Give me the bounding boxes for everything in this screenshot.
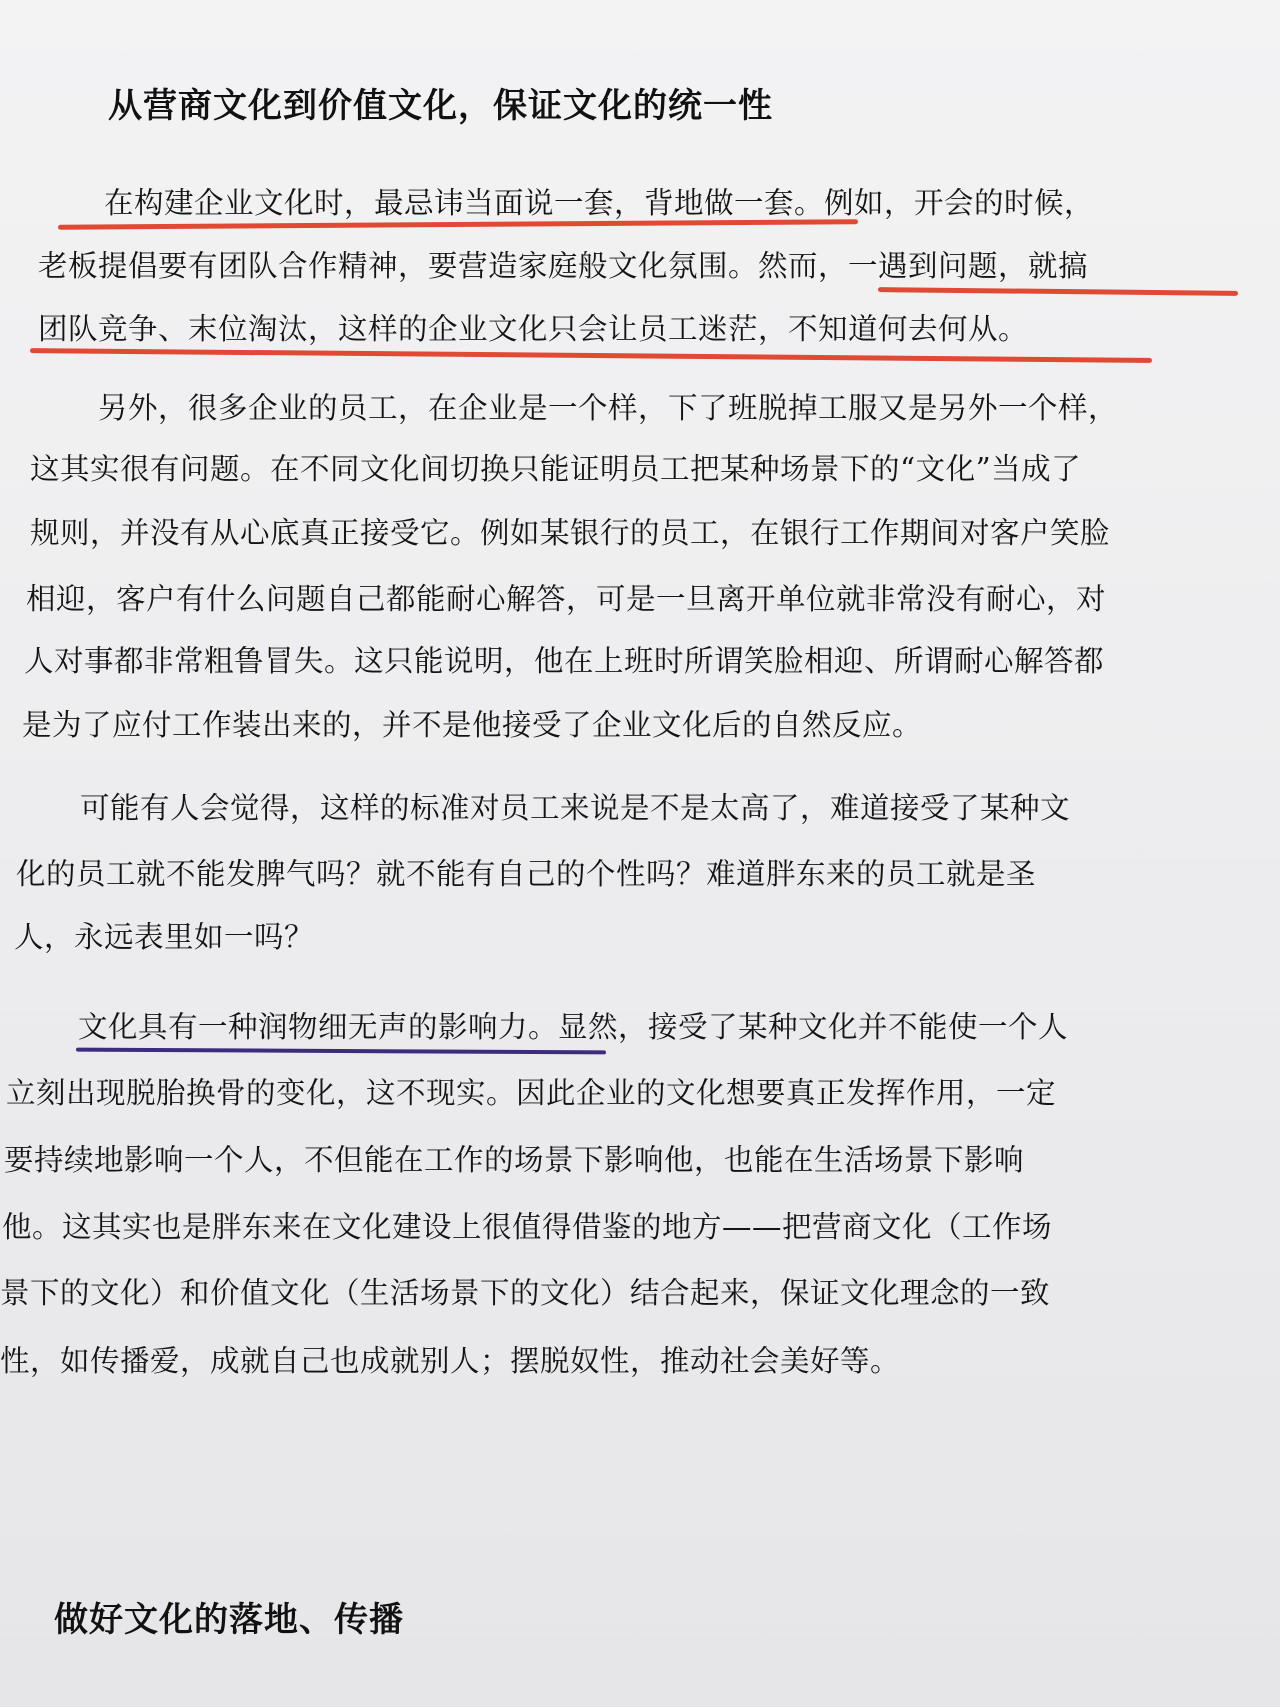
section-heading: 从营商文化到价值文化，保证文化的统一性	[108, 86, 773, 126]
paragraph-4-line-3: 要持续地影响一个人，不但能在工作的场景下影响他，也能在生活场景下影响	[4, 1143, 1025, 1177]
paragraph-2-line-2: 这其实很有问题。在不同文化间切换只能证明员工把某种场景下的“文化”当成了	[30, 452, 1082, 486]
paragraph-3-line-3: 人，永远表里如一吗？	[14, 920, 315, 954]
paragraph-4-line-6: 性，如传播爱，成就自己也成就别人；摆脱奴性，推动社会美好等。	[0, 1344, 901, 1378]
paragraph-4-line-5: 景下的文化）和价值文化（生活场景下的文化）结合起来，保证文化理念的一致	[0, 1276, 1051, 1310]
paragraph-1-line-2: 老板提倡要有团队合作精神，要营造家庭般文化氛围。然而，一遇到问题，就搞	[38, 249, 1089, 283]
purple-underline	[76, 1048, 606, 1055]
paragraph-4-line-4: 他。这其实也是胖东来在文化建设上很值得借鉴的地方——把营商文化（工作场	[2, 1210, 1053, 1244]
paragraph-2-line-1: 另外，很多企业的员工，在企业是一个样，下了班脱掉工服又是另外一个样，	[98, 391, 1119, 425]
red-underline	[30, 348, 1152, 363]
paragraph-3-line-1: 可能有人会觉得，这样的标准对员工来说是不是太高了，难道接受了某种文	[80, 791, 1071, 825]
paragraph-3-line-2: 化的员工就不能发脾气吗？就不能有自己的个性吗？难道胖东来的员工就是圣	[16, 857, 1037, 891]
paragraph-4-line-2: 立刻出现脱胎换骨的变化，这不现实。因此企业的文化想要真正发挥作用，一定	[6, 1076, 1057, 1110]
section-heading-2: 做好文化的落地、传播	[54, 1600, 404, 1640]
paragraph-1-line-3: 团队竞争、末位淘汰，这样的企业文化只会让员工迷茫，不知道何去何从。	[38, 312, 1029, 346]
paragraph-2-line-4: 相迎，客户有什么问题自己都能耐心解答，可是一旦离开单位就非常没有耐心，对	[26, 582, 1107, 616]
paragraph-2-line-5: 人对事都非常粗鲁冒失。这只能说明，他在上班时所谓笑脸相迎、所谓耐心解答都	[24, 644, 1105, 678]
red-underline	[878, 287, 1238, 296]
paragraph-4-line-1: 文化具有一种润物细无声的影响力。显然，接受了某种文化并不能使一个人	[78, 1010, 1069, 1044]
paragraph-2-line-3: 规则，并没有从心底真正接受它。例如某银行的员工，在银行工作期间对客户笑脸	[30, 516, 1111, 550]
paragraph-1-line-1: 在构建企业文化时，最忌讳当面说一套，背地做一套。例如，开会的时候，	[104, 186, 1095, 220]
paragraph-2-line-6: 是为了应付工作装出来的，并不是他接受了企业文化后的自然反应。	[22, 708, 923, 742]
